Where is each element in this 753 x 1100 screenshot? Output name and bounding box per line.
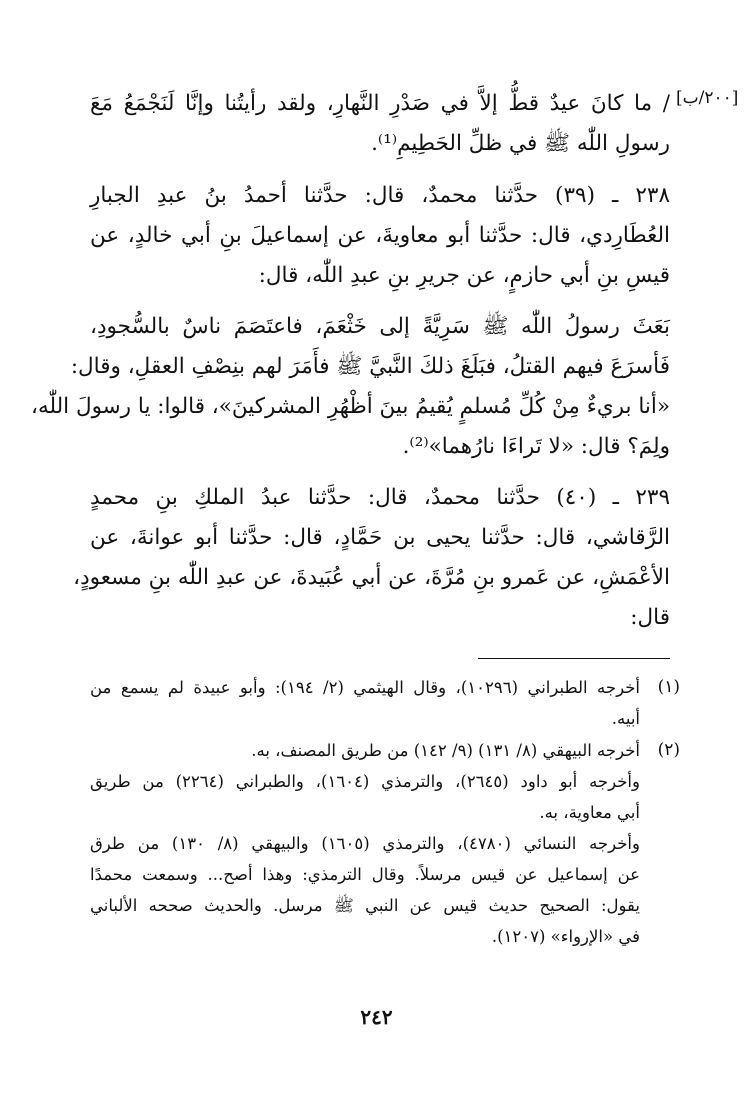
footnote-line: أخرجه البيهقي (٨/ ١٣١) (٩/ ١٤٢) من طريق المصنف، به.: [251, 741, 640, 760]
footnote-number: (١): [657, 677, 680, 697]
footnote-2: [90, 735, 680, 952]
footnote-line: أبيه.: [611, 709, 640, 728]
text-line: ٢٣٨ ـ (٣٩) حدَّثنا محمدٌ، قال: حدَّثنا أحمدُ بنُ عبدِ الجبارِ: [90, 183, 670, 208]
footnote-line: في «الإرواء» (١٢٠٧).: [491, 927, 640, 946]
text-line: العُطَارِدي، قال: حدَّثنا أبو معاويةَ، عن إسماعيلَ بنِ أبي خالدٍ، عن: [90, 223, 670, 248]
footnote-line: أبي معاوية، به.: [539, 803, 640, 822]
text-line: «أنا بريءٌ مِنْ كُلِّ مُسلمٍ يُقيمُ بينَ أظْهُرِ المشركينَ»، قالوا: يا رسولَ اللّٰه،: [31, 394, 670, 419]
text-line: / ما كانَ عيدٌ قطُّ إلاَّ في صَدْرِ النَّهارِ، ولقد رأيتُنا وإنَّا لَنَجْمَعُ مَعَ: [90, 91, 670, 116]
text-line: ولِمَ؟ قال: «لا تَراءَا نارُهما»⁽²⁾.: [402, 434, 670, 459]
footnote-1: [90, 672, 680, 734]
footnote-line: عن إسماعيل عن قيس مرسلاً. وقال الترمذي: وهذا أصح... وسمعت محمدًا: [90, 865, 640, 884]
text-line: الأعْمَشِ، عن عَمرو بنِ مُرَّةَ، عن أبي عُبَيدةَ، عن عبدِ اللّٰه بنِ مسعودٍ،: [73, 565, 670, 590]
footnote-line: وأخرجه النسائي (٤٧٨٠)، والترمذي (١٦٠٥) والبيهقي (٨/ ١٣٠) من طرق: [90, 834, 640, 853]
footnote-line: أخرجه الطبراني (١٠٢٩٦)، وقال الهيثمي (٢/ ١٩٤): وأبو عبيدة لم يسمع من: [90, 678, 640, 697]
text-line: قال:: [630, 605, 670, 630]
manuscript-folio-marker: [٢٠٠/ب]: [676, 88, 739, 108]
text-line: الرَّقاشي، قال: حدَّثنا يحيى بن حَمَّادٍ، قال: حدَّثنا أبو عوانةَ، عن: [90, 525, 670, 550]
footnote-line: يقول: الصحيح حديث قيس عن النبي ﷺ مرسل. والحديث صححه الألباني: [90, 896, 640, 915]
text-line: بَعَثَ رسولُ اللّٰه ﷺ سَرِيَّةً إلى خَثْعَمَ، فاعتَصَمَ ناسٌ بالسُّجودِ،: [90, 314, 670, 339]
page-number: ٢٤٢: [360, 1005, 393, 1029]
paragraph-hadith-239-isnad: [73, 478, 670, 638]
text-line: فَأسرَعَ فيهم القتلُ، فبَلَغَ ذلكَ النَّبيَّ ﷺ فأَمَرَ لهم بنِصْفِ العقلِ، وقال:: [70, 354, 670, 379]
footnote-separator: [478, 658, 670, 659]
text-line: ٢٣٩ ـ (٤٠) حدَّثنا محمدٌ، قال: حدَّثنا عبدُ الملكِ بنِ محمدٍ: [90, 485, 670, 510]
text-line: قيسِ بنِ أبي حازمٍ، عن جريرِ بنِ عبدِ اللّٰه، قال:: [258, 263, 670, 288]
paragraph-hadith-238-isnad: [90, 176, 670, 296]
footnote-line: وأخرجه أبو داود (٢٦٤٥)، والترمذي (١٦٠٤)، والطبراني (٢٢٦٤) من طريق: [90, 772, 640, 791]
footnote-number: (٢): [657, 740, 680, 760]
paragraph-hadith-238-matn: [31, 307, 670, 467]
text-line: رسولِ اللّٰه ﷺ في ظلِّ الحَطِيمِ⁽¹⁾.: [371, 131, 670, 156]
paragraph-hadith-continuation: [90, 84, 670, 164]
